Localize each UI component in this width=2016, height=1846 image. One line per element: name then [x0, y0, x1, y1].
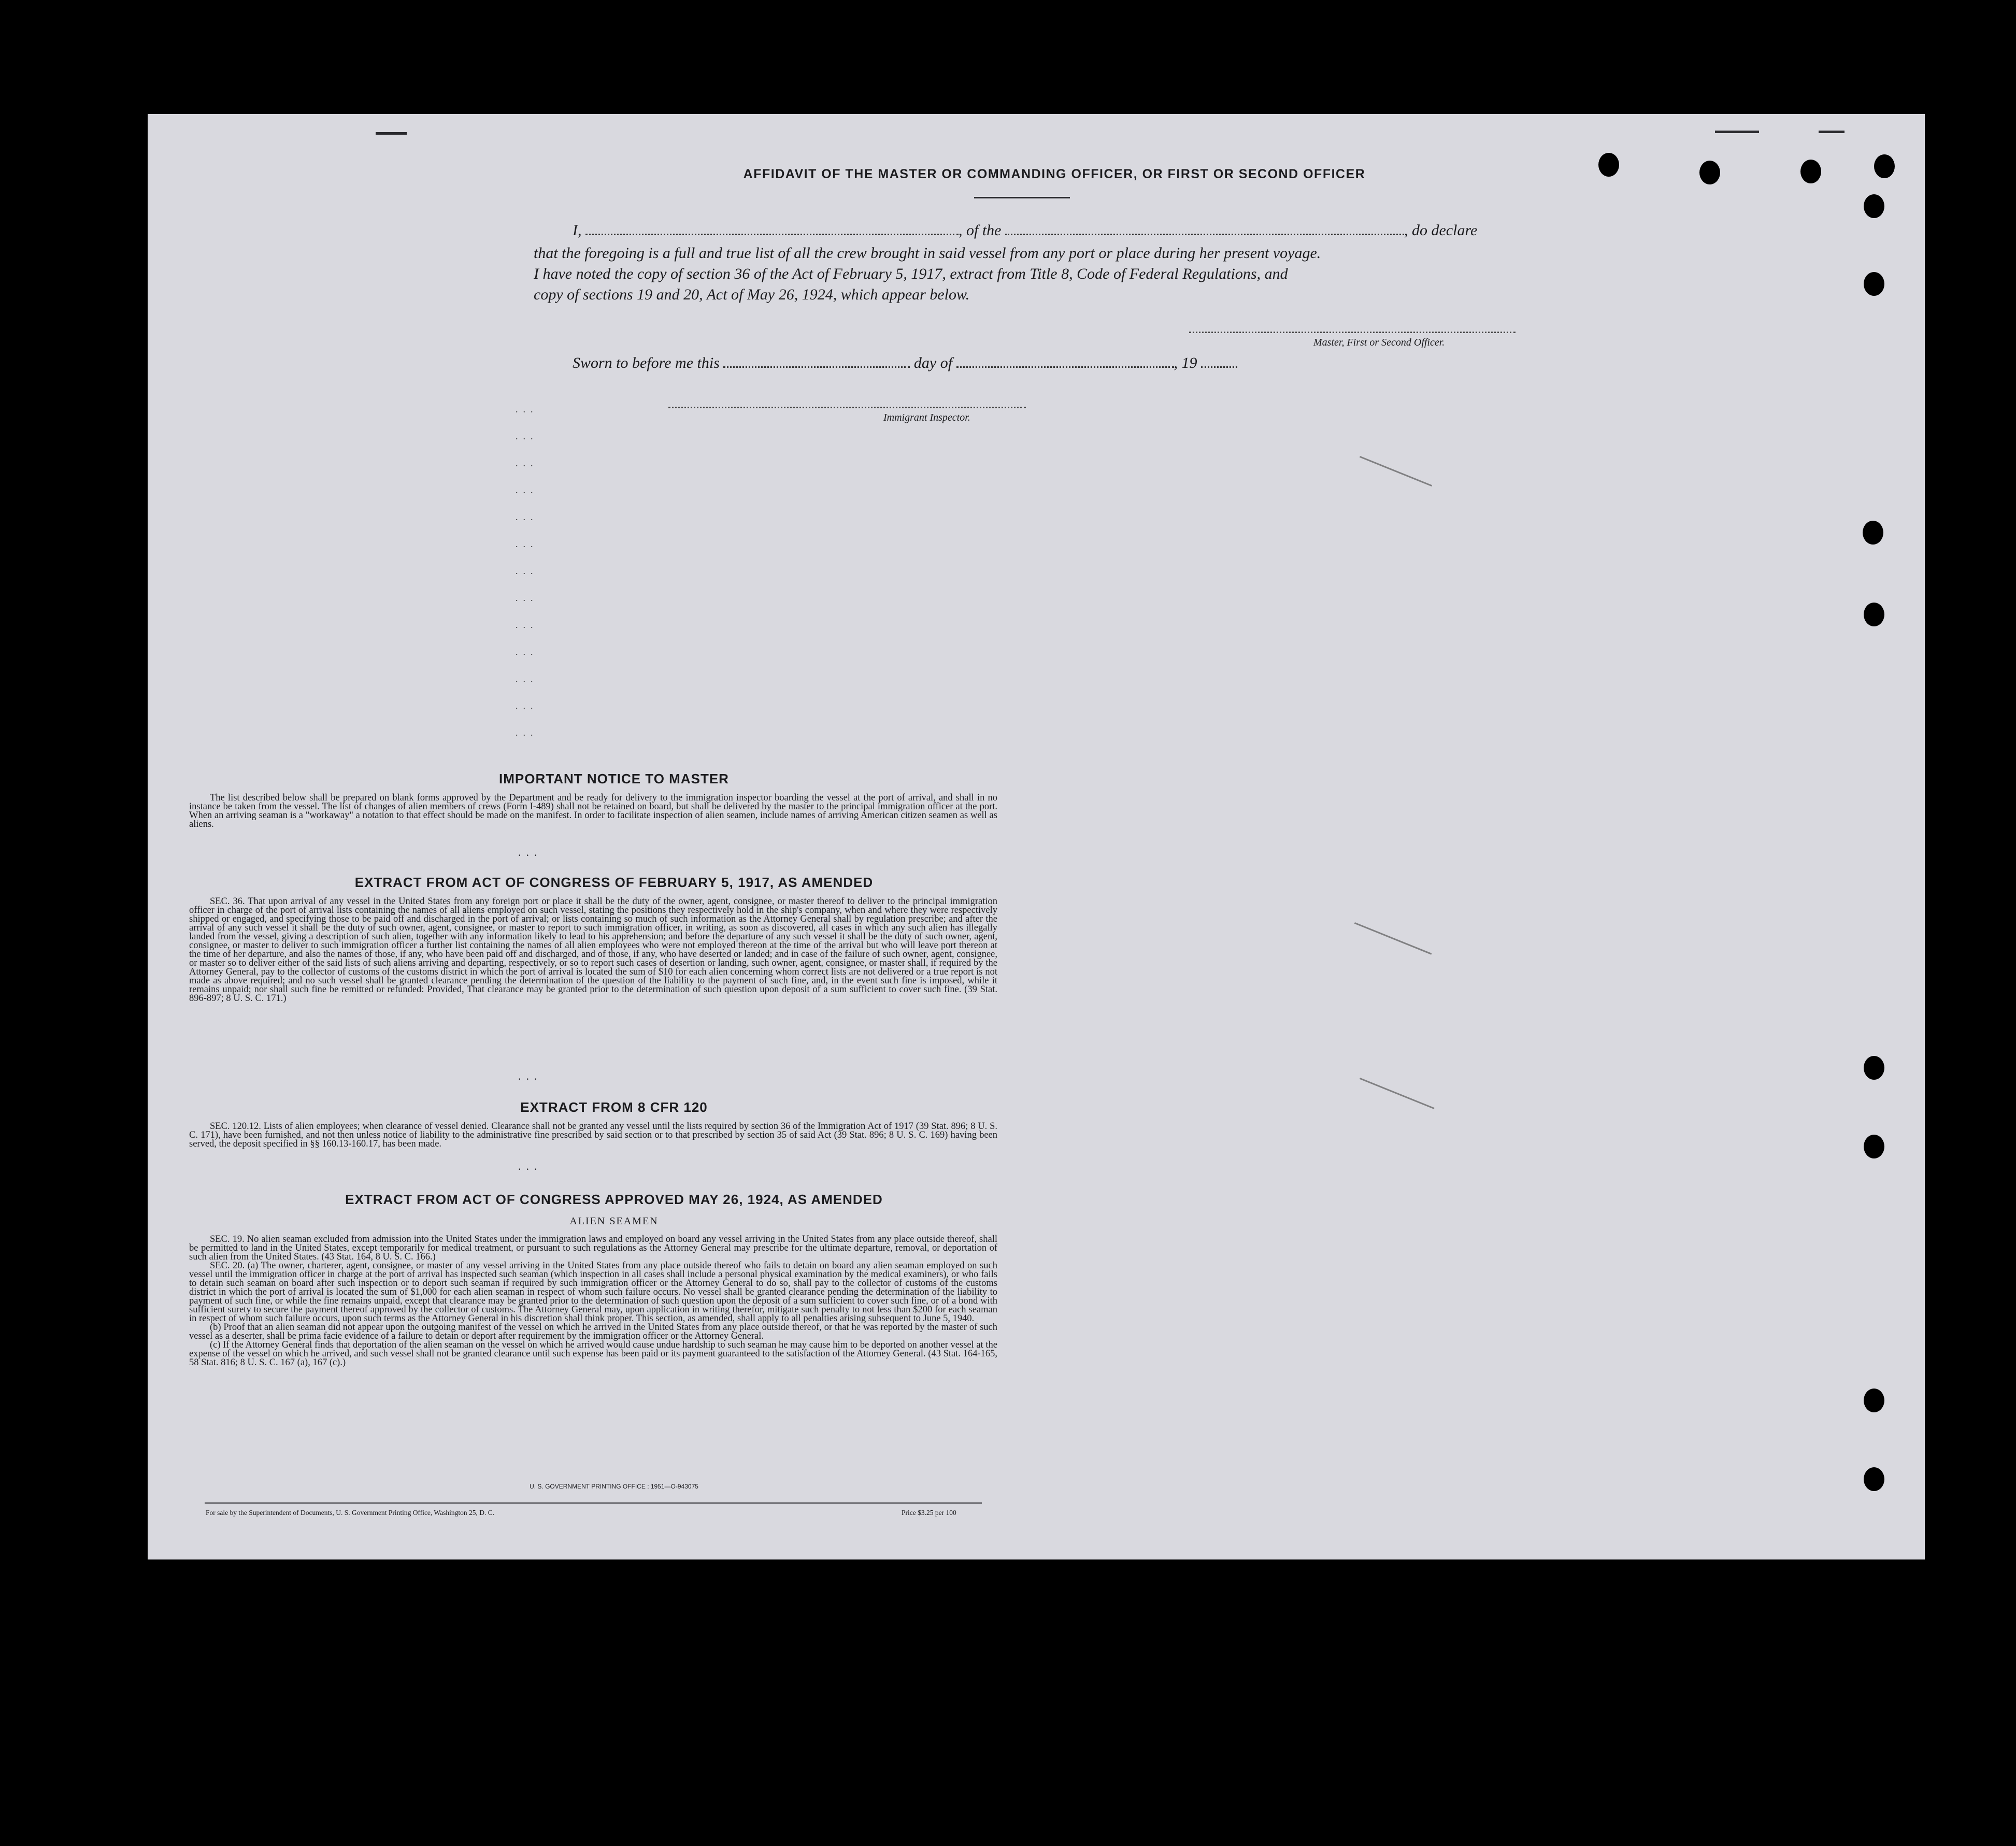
i-label: I,: [573, 222, 582, 239]
spacer-dots: ...: [516, 539, 538, 549]
title-rule: [974, 197, 1070, 198]
sworn-label: Sworn to before me this: [573, 354, 720, 371]
spacer-dots: ...: [516, 727, 538, 738]
sec20a-text: SEC. 20. (a) The owner, charterer, agent, consignee, or master of any vessel arriving in the United States from any place outside thereof who fails to detain on board any alien seaman employed on such vessel until the immigration officer in charge at the port of arrival has inspected such seaman (which inspection in all cases shall include a personal physical examination by the medical examiners), or who fails to detain such seaman on board after such inspection or to deport such seaman if required by such immigration officer or the Attorney General to do so, shall pay to the collector of customs of the customs district in which the port of arrival is located the sum of $1,000 for each alien seaman in respect of whom such failure occurs. No vessel shall be granted clearance pending the determination of the liability to payment of such fine, or while the fine remains unpaid, except that clearance may be granted prior to the determination of such question upon the deposit of a sum sufficient to cover such fine, or of a bond with sufficient surety to secure the payment thereof approved by the collector of customs. The Attorney General may, upon application in writing therefor, mitigate such penalty to not less than $200 for each seaman in respect of whom such failure occurs, upon such terms as the Attorney General in his discretion shall think proper. This section, as amended, shall apply to all penalties arising subsequent to June 5, 1940.: [189, 1261, 997, 1324]
affidavit-line-3: I have noted the copy of section 36 of the Act of February 5, 1917, extract from Title 8, Code of Federal Regulations, and: [534, 265, 1288, 282]
top-edge-mark: [1819, 131, 1845, 133]
master-signature-label: Master, First or Second Officer.: [1313, 337, 1445, 348]
extract-cfr-heading: EXTRACT FROM 8 CFR 120: [520, 1099, 708, 1115]
of-the-label: , of the: [959, 222, 1002, 239]
vessel-field[interactable]: [1005, 234, 1404, 235]
year-label: , 19: [1174, 354, 1197, 371]
name-field[interactable]: [585, 234, 959, 235]
spacer-dots: ...: [516, 647, 538, 657]
section-separator: ...: [518, 1160, 542, 1172]
do-declare-label: , do declare: [1404, 222, 1478, 239]
affidavit-line-4: copy of sections 19 and 20, Act of May 26, 1924, which appear below.: [534, 286, 970, 303]
sec19-text: SEC. 19. No alien seaman excluded from admission into the United States under the immigration laws and employed on board any vessel arriving in the United States from any place outside thereof, shall be permitted to land in the United States, except temporarily for medical treatment, or pursuant to such regulations as the Attorney General may prescribe for the ultimate departure, removal, or deportation of such alien from the United States. (43 Stat. 164, 8 U. S. C. 166.): [189, 1234, 997, 1262]
punch-hole: [1864, 1467, 1884, 1491]
affidavit-line-1: [573, 222, 1477, 239]
spacer-dots: ...: [516, 700, 538, 711]
footer-rule: [205, 1502, 982, 1504]
punch-hole: [1699, 161, 1720, 184]
day-of-label: day of: [913, 354, 953, 371]
notice-heading: IMPORTANT NOTICE TO MASTER: [499, 771, 729, 786]
punch-hole: [1864, 603, 1884, 626]
sec20c-text: (c) If the Attorney General finds that deportation of the alien seaman on the vessel on which he arrived would cause undue hardship to such seaman he may cause him to be deported on another vessel at the expense of the vessel on which he arrived, and such vessel shall not be granted clearance until such expense has been paid or its payment guaranteed to the satisfaction of the Attorney General. (43 Stat. 164-165, 58 Stat. 816; 8 U. S. C. 167 (a), 167 (c).): [189, 1340, 997, 1368]
top-edge-mark: [376, 132, 407, 135]
punch-hole: [1800, 160, 1821, 183]
affidavit-line-2: that the foregoing is a full and true list of all the crew brought in said vessel from any port or place during her present voyage.: [534, 245, 1321, 262]
punch-hole: [1864, 1056, 1884, 1080]
spacer-dots: ...: [516, 485, 538, 495]
punch-hole: [1864, 1135, 1884, 1158]
inspector-signature-label: Immigrant Inspector.: [883, 412, 970, 423]
punch-hole: [1864, 1389, 1884, 1412]
sec20b-text: (b) Proof that an alien seaman did not appear upon the outgoing manifest of the vessel on which he arrived in the United States from any place outside thereof, or that he was reported by the master of such vessel as a deserter, shall be prima facie evidence of a failure to detain or deport after requirement by the immigration officer or the Attorney General.: [189, 1322, 997, 1341]
spacer-dots: ...: [516, 566, 538, 576]
day-field[interactable]: [723, 366, 910, 368]
form-sheet: [148, 114, 1925, 1559]
printing-office-line: U. S. GOVERNMENT PRINTING OFFICE : 1951—O-943075: [530, 1483, 698, 1490]
extract-1917-text: SEC. 36. That upon arrival of any vessel in the United States from any foreign port or place it shall be the duty of the owner, agent, consignee, or master thereof to deliver to the principal immigration officer in charge of the port of arrival lists containing the names of all aliens employed on such vessel, stating the positions they respectively hold in the ship's company, when and where they were respectively shipped or engaged, and specifying those to be paid off and discharged in the port of arrival; or lists containing so much of such information as the Attorney General shall by regulation prescribe; and after the arrival of any such vessel it shall be the duty of such owner, agent, consignee, or master to report to such immigration officer, in writing, as soon as discovered, all cases in which any such alien has illegally landed from the vessel, giving a description of such alien, together with any information likely to lead to his apprehension; and before the departure of any such vessel it shall be the duty of such owner, agent, consignee, or master to deliver to such immigration officer a further list containing the names of all alien employees who were not employed thereon at the time of the arrival but who will leave port thereon at the time of her departure, and also the names of those, if any, who have been paid off and discharged, and of those, if any, who have deserted or landed; and in case of the failure of such owner, agent, consignee, or master so to deliver either of the said lists of such aliens arriving and departing, respectively, or so to report such cases of desertion or landing, such owner, agent, consignee, or master shall, if required by the Attorney General, pay to the collector of customs of the customs district in which the port of arrival is located the sum of $10 for each alien concerning whom correct lists are not delivered or a true report is not made as above required; and no such vessel shall be granted clearance pending the determination of the question of the liability to the payment of such fine, and, in the event such fine is imposed, while it remains unpaid; nor shall such fine be remitted or refunded: Provided, That clearance may be granted prior to the determination of such question upon deposit of a sum sufficient to cover such fine. (39 Stat. 896-897; 8 U. S. C. 171.): [189, 896, 997, 1004]
punch-hole: [1864, 272, 1884, 296]
punch-hole: [1864, 194, 1884, 218]
sworn-line: [573, 354, 1237, 372]
punch-hole: [1598, 153, 1619, 177]
spacer-dots: ...: [516, 593, 538, 603]
spacer-dots: ...: [516, 512, 538, 522]
top-edge-mark: [1715, 131, 1759, 133]
spacer-dots: ...: [516, 404, 538, 414]
month-field[interactable]: [956, 366, 1174, 368]
extract-cfr-text: SEC. 120.12. Lists of alien employees; when clearance of vessel denied. Clearance shall not be granted any vessel until the lists required by section 36 of the Immigration Act of 1917 (39 Stat. 896; 8 U. S. C. 171), have been furnished, and not then unless notice of liability to the administrative fine prescribed by said section or to that prescribed by section 35 of said Act (39 Stat. 896; 8 U. S. C. 169) having been served, the deposit specified in §§ 160.13-160.17, has been made.: [189, 1121, 997, 1149]
alien-seamen-subheading: ALIEN SEAMEN: [569, 1215, 659, 1227]
spacer-dots: ...: [516, 674, 538, 684]
scan-streak: [1354, 922, 1432, 955]
spacer-dots: ...: [516, 431, 538, 441]
extract-1924-body: [189, 1235, 997, 1367]
spacer-dots: ...: [516, 458, 538, 468]
sale-notice: For sale by the Superintendent of Documents, U. S. Government Printing Office, Washington 25, D. C.: [206, 1509, 495, 1516]
year-field[interactable]: [1201, 366, 1237, 368]
scan-streak: [1360, 1078, 1435, 1109]
master-signature-line[interactable]: [1189, 332, 1515, 333]
section-separator: ...: [518, 846, 542, 858]
scan-streak: [1360, 456, 1432, 486]
spacer-dots: ...: [516, 620, 538, 630]
notice-text: The list described below shall be prepared on blank forms approved by the Department and be ready for delivery to the immigration inspector boarding the vessel at the port of arrival, and shall in no instance be taken from the vessel. The list of changes of alien members of crews (Form I-489) shall not be retained on board, but shall be delivered by the master to the principal immigration officer at the port. When an arriving seaman is a "workaway" a notation to that effect should be made on the manifest. In order to facilitate inspection of alien seamen, include names of arriving American citizen seamen as well as aliens.: [189, 793, 997, 829]
punch-hole: [1863, 521, 1883, 545]
punch-hole: [1874, 154, 1895, 178]
affidavit-title: AFFIDAVIT OF THE MASTER OR COMMANDING OFFICER, OR FIRST OR SECOND OFFICER: [743, 167, 1366, 181]
inspector-signature-line[interactable]: [668, 407, 1026, 408]
extract-1917-heading: EXTRACT FROM ACT OF CONGRESS OF FEBRUARY 5, 1917, AS AMENDED: [354, 875, 874, 890]
price: Price $3.25 per 100: [902, 1509, 956, 1516]
extract-1924-heading: EXTRACT FROM ACT OF CONGRESS APPROVED MAY 26, 1924, AS AMENDED: [345, 1192, 883, 1207]
section-separator: ...: [518, 1069, 542, 1082]
